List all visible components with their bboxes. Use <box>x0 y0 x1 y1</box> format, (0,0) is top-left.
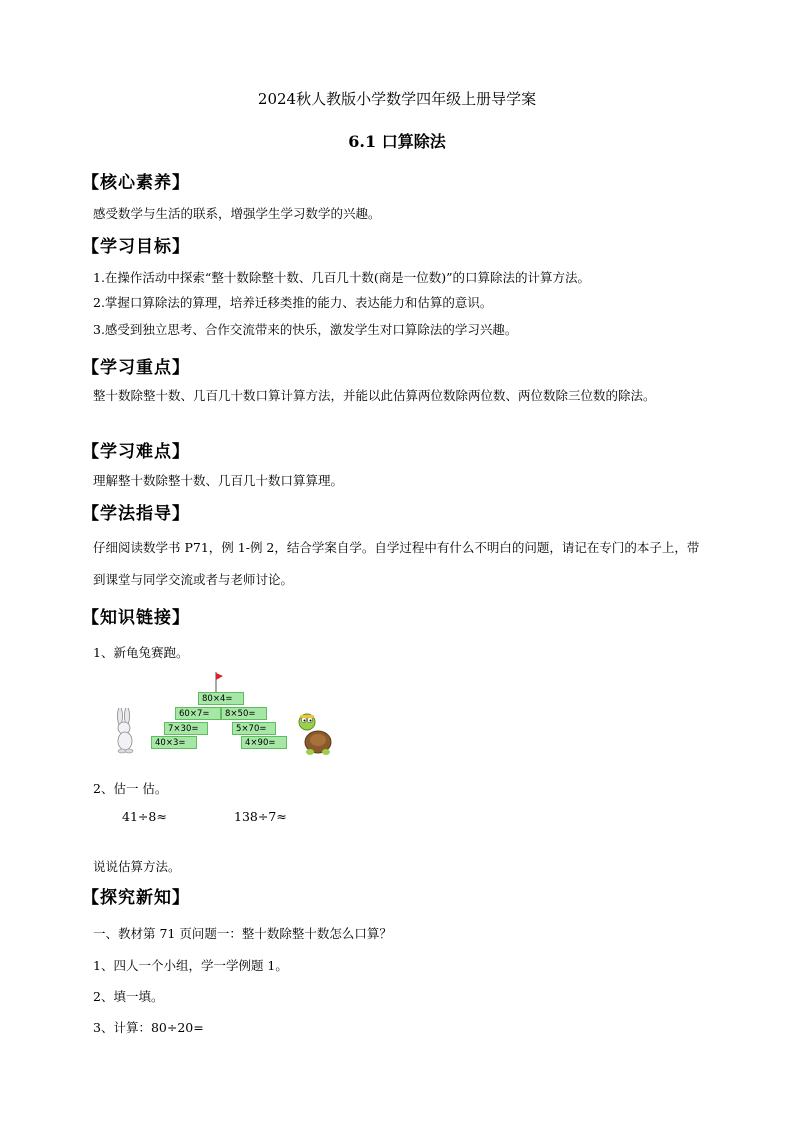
rabbit-icon <box>110 708 140 758</box>
estimate-2: 138÷7≈ <box>234 809 287 824</box>
difficulty-text: 理解整十数除整十数、几百几十数口算算理。 <box>93 473 344 488</box>
document-title: 2024秋人教版小学数学四年级上册导学案 <box>257 90 537 108</box>
brick-1: 80×4= <box>198 692 244 705</box>
key-text: 整十数除整十数、几百几十数口算计算方法，并能以此估算两位数除两位数、两位数除三位数的除法。 <box>93 388 656 403</box>
lesson-title: 6.1 口算除法 <box>348 132 446 151</box>
core-text: 感受数学与生活的联系，增强学生学习数学的兴趣。 <box>93 206 381 221</box>
heading-goals: 【学习目标】 <box>82 237 190 257</box>
goal-item-1: 1.在操作活动中探索“整十数除整十数、几百几十数(商是一位数)”的口算除法的计算方法。 <box>93 270 590 285</box>
brick-7: 4×90= <box>241 736 287 749</box>
flag-icon <box>215 672 223 694</box>
goal-item-3: 3.感受到独立思考、合作交流带来的快乐，激发学生对口算除法的学习兴趣。 <box>93 322 518 337</box>
brick-2: 60×7= <box>175 707 221 720</box>
explore-line-2: 1、四人一个小组，学一学例题 1。 <box>93 958 288 973</box>
heading-key: 【学习重点】 <box>82 358 190 378</box>
explore-line-1: 一、教材第 71 页问题一：整十数除整十数怎么口算？ <box>93 926 392 941</box>
heading-explore: 【探究新知】 <box>82 888 190 908</box>
estimate-1: 41÷8≈ <box>122 809 167 824</box>
race-illustration <box>108 672 338 762</box>
goal-item-2: 2.掌握口算除法的算理，培养迁移类推的能力、表达能力和估算的意识。 <box>93 295 493 310</box>
link-item-3: 说说估算方法。 <box>93 859 181 874</box>
heading-difficulty: 【学习难点】 <box>82 442 190 462</box>
flag-cloth <box>216 673 223 680</box>
brick-3: 8×50= <box>221 707 267 720</box>
brick-6: 40×3= <box>151 736 197 749</box>
heading-method: 【学法指导】 <box>82 504 190 524</box>
link-item-1: 1、新龟兔赛跑。 <box>93 645 189 660</box>
turtle-icon <box>296 712 334 758</box>
heading-core: 【核心素养】 <box>82 173 190 193</box>
brick-5: 5×70= <box>232 722 276 735</box>
heading-link: 【知识链接】 <box>82 608 190 628</box>
explore-line-4: 3、计算：80÷20= <box>93 1020 204 1035</box>
link-item-2: 2、估一 估。 <box>93 781 168 796</box>
explore-line-3: 2、填一填。 <box>93 989 164 1004</box>
method-text: 仔细阅读数学书 P71，例 1-例 2，结合学案自学。自学过程中有什么不明白的问题，请记在专门的本子上，带到课堂与同学交流或者与老师讨论。 <box>93 540 700 587</box>
brick-4: 7×30= <box>164 722 208 735</box>
